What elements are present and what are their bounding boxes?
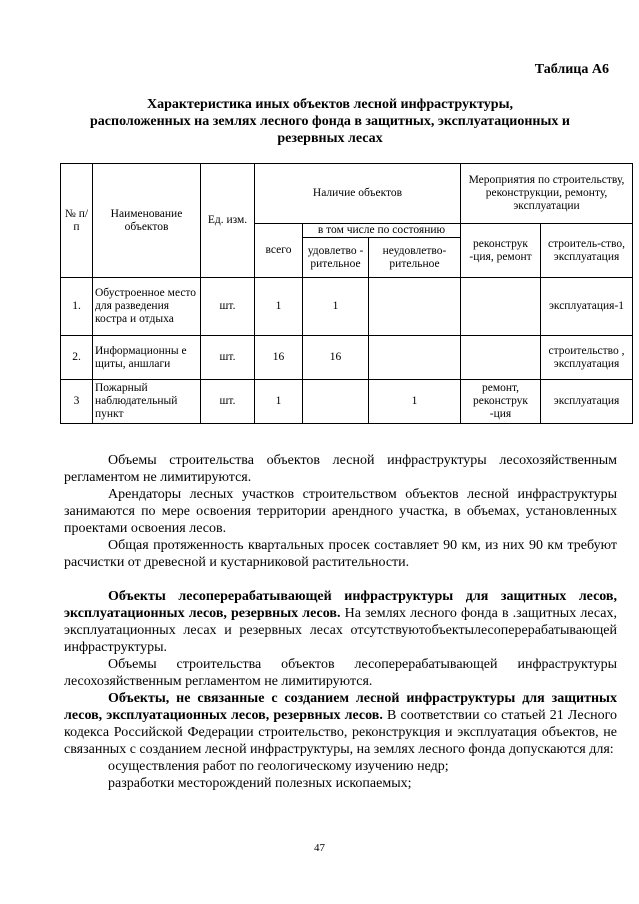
header-unit: Ед. изм. [201,164,255,278]
cell-total: 16 [255,336,303,380]
body-text [64,452,617,792]
cell-num: 1. [61,278,93,336]
header-satisfactory: удовлетво - рительное [303,238,369,278]
cell-name: Пожарный наблюдательный пункт [93,380,201,424]
header-availability: Наличие объектов [255,164,461,224]
cell-unit: шт. [201,336,255,380]
paragraph-processing-regulation: Объемы строительства объектов лесоперерабатывающей инфраструктуры лесохозяйственным регламентом не лимитируются. [64,657,617,689]
cell-unit: шт. [201,380,255,424]
document-title [60,96,600,147]
table-row [61,336,633,380]
header-name: Наименование объектов [93,164,201,278]
cell-reconstruction [461,278,541,336]
cell-unsatisfactory [369,336,461,380]
header-measures: Мероприятия по строительству, реконструкции, ремонту, эксплуатации [461,164,633,224]
cell-satisfactory: 16 [303,336,369,380]
header-unsatisfactory: неудовлетво-рительное [369,238,461,278]
paragraph-other-objects [64,690,617,758]
heading-processing: Объекты лесоперерабатывающей инфраструктуры для защитных лесов, эксплуатационных лесов, резервных лесов. [64,589,617,621]
infrastructure-table [60,163,633,424]
list-item: разработки месторождений полезных ископаемых; [108,776,412,791]
paragraph-clearings: Общая протяженность квартальных просек составляет 90 км, из них 90 км требуют расчистки от древесной и кустарниковой растительности. [64,538,617,570]
page-number: 47 [314,842,325,854]
cell-construction: строительство , эксплуатация [541,336,633,380]
text-processing: На землях лесного фонда в .защитных лесах, эксплуатационных лесах и резервных лесах отсутствуютобъектылесоперерабатывающей инфраструктуры. [64,606,617,655]
cell-unsatisfactory [369,278,461,336]
cell-name: Информационны е щиты, аншлаги [93,336,201,380]
cell-unit: шт. [201,278,255,336]
cell-construction: эксплуатация-1 [541,278,633,336]
cell-reconstruction [461,336,541,380]
paragraph-regulation: Объемы строительства объектов лесной инфраструктуры лесохозяйственным регламентом не лимитируются. [64,453,617,485]
text-other-objects: В соответствии со статьей 21 Лесного кодекса Российской Федерации строительство, реконструкция и эксплуатация объектов, не связанных с созданием лесной инфраструктуры, на землях лесного фонда допускаются для: [64,708,617,757]
paragraph-tenants: Арендаторы лесных участков строительством объектов лесной инфраструктуры занимаются по мере освоения территории арендного участка, в объемах, установленных проектами освоения лесов. [64,487,617,536]
list-item: осуществления работ по геологическому изучению недр; [108,759,449,774]
cell-total: 1 [255,380,303,424]
cell-num: 3 [61,380,93,424]
title-line-1: Характеристика иных объектов лесной инфраструктуры, [146,97,513,112]
cell-unsatisfactory: 1 [369,380,461,424]
header-num: № п/п [61,164,93,278]
paragraph-processing [64,588,617,656]
table-label: Таблица А6 [534,62,609,77]
header-by-state: в том числе по состоянию [303,224,461,238]
cell-satisfactory [303,380,369,424]
cell-name: Обустроенное место для разведения костра и отдыха [93,278,201,336]
cell-reconstruction: ремонт, реконструк -ция [461,380,541,424]
cell-construction: эксплуатация [541,380,633,424]
heading-other-objects: Объекты, не связанные с созданием лесной инфраструктуры для защитных лесов, эксплуатационных лесов, резервных лесов. [64,691,617,723]
title-line-2: расположенных на землях лесного фонда в защитных, эксплуатационных и [90,114,570,129]
header-reconstruction: реконструк -ция, ремонт [461,224,541,278]
table-row [61,380,633,424]
header-construction: строитель-ство, эксплуатация [541,224,633,278]
title-line-3: резервных лесах [277,131,383,146]
header-total: всего [255,224,303,278]
cell-satisfactory: 1 [303,278,369,336]
table-row [61,278,633,336]
cell-total: 1 [255,278,303,336]
cell-num: 2. [61,336,93,380]
